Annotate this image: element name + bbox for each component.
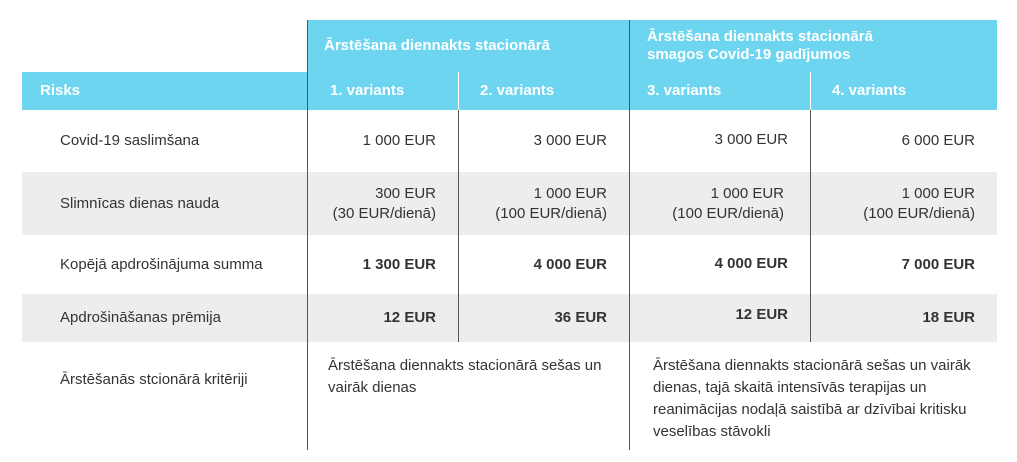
table-cell: 1 000 EUR (100 EUR/dienā) bbox=[672, 184, 784, 222]
column-header-variant-4: 4. variants bbox=[810, 72, 997, 110]
table-cell: 4 000 EUR bbox=[533, 255, 607, 273]
table-cell: 4 000 EUR bbox=[714, 255, 788, 272]
row-label-premium: Apdrošināšanas prēmija bbox=[60, 309, 221, 326]
column-header-risks: Risks bbox=[22, 72, 308, 110]
group-header-stationary bbox=[308, 20, 629, 72]
column-divider bbox=[458, 110, 459, 342]
column-header-variant-1: 1. variants bbox=[308, 72, 458, 110]
table-cell: 1 300 EUR bbox=[362, 255, 436, 273]
column-header-variant-2: 2. variants bbox=[458, 72, 629, 110]
column-divider-header bbox=[810, 72, 811, 110]
group-header-covid-line2: smagos Covid-19 gadījumos bbox=[647, 46, 851, 63]
group-header-covid-severe bbox=[629, 20, 997, 72]
column-divider bbox=[629, 20, 630, 450]
group-header-covid-line1: Ārstēšana diennakts stacionārā bbox=[647, 28, 873, 45]
criteria-text-stationary: Ārstēšana diennakts stacionārā sešas un vairāk dienas bbox=[328, 357, 602, 396]
table-cell: 1 000 EUR bbox=[362, 132, 436, 149]
table-cell: 36 EUR bbox=[554, 309, 607, 326]
table-cell: 12 EUR bbox=[735, 306, 788, 323]
row-label-covid: Covid-19 saslimšana bbox=[60, 132, 200, 149]
table-cell: 3 000 EUR bbox=[714, 131, 788, 148]
column-divider bbox=[307, 20, 308, 450]
group-header-stationary-text: Ārstēšana diennakts stacionārā bbox=[324, 37, 550, 54]
table-cell: 1 000 EUR (100 EUR/dienā) bbox=[495, 184, 607, 222]
column-divider bbox=[810, 110, 811, 342]
row-label-daily-allowance: Slimnīcas dienas nauda bbox=[60, 194, 220, 212]
table-cell: 12 EUR bbox=[383, 309, 436, 326]
column-divider-header bbox=[458, 72, 459, 110]
row-label-criteria: Ārstēšanās stcionārā kritēriji bbox=[60, 371, 248, 388]
row-label-total-sum: Kopējā apdrošinājuma summa bbox=[60, 255, 263, 273]
table-cell: 6 000 EUR bbox=[901, 132, 975, 149]
table-cell: 3 000 EUR bbox=[533, 132, 607, 149]
table-cell: 18 EUR bbox=[922, 309, 975, 326]
table-cell: 1 000 EUR (100 EUR/dienā) bbox=[863, 184, 975, 222]
criteria-text-covid-severe: Ārstēšana diennakts stacionārā sešas un vairāk dienas, tajā skaitā intensīvās terapijas un reanimācijas nodaļā saistībā ar dzīvībai kritisku veselības stāvokli bbox=[653, 357, 971, 440]
table-cell: 300 EUR (30 EUR/dienā) bbox=[332, 184, 436, 222]
table-cell: 7 000 EUR bbox=[901, 255, 975, 273]
column-header-variant-3: 3. variants bbox=[629, 72, 810, 110]
